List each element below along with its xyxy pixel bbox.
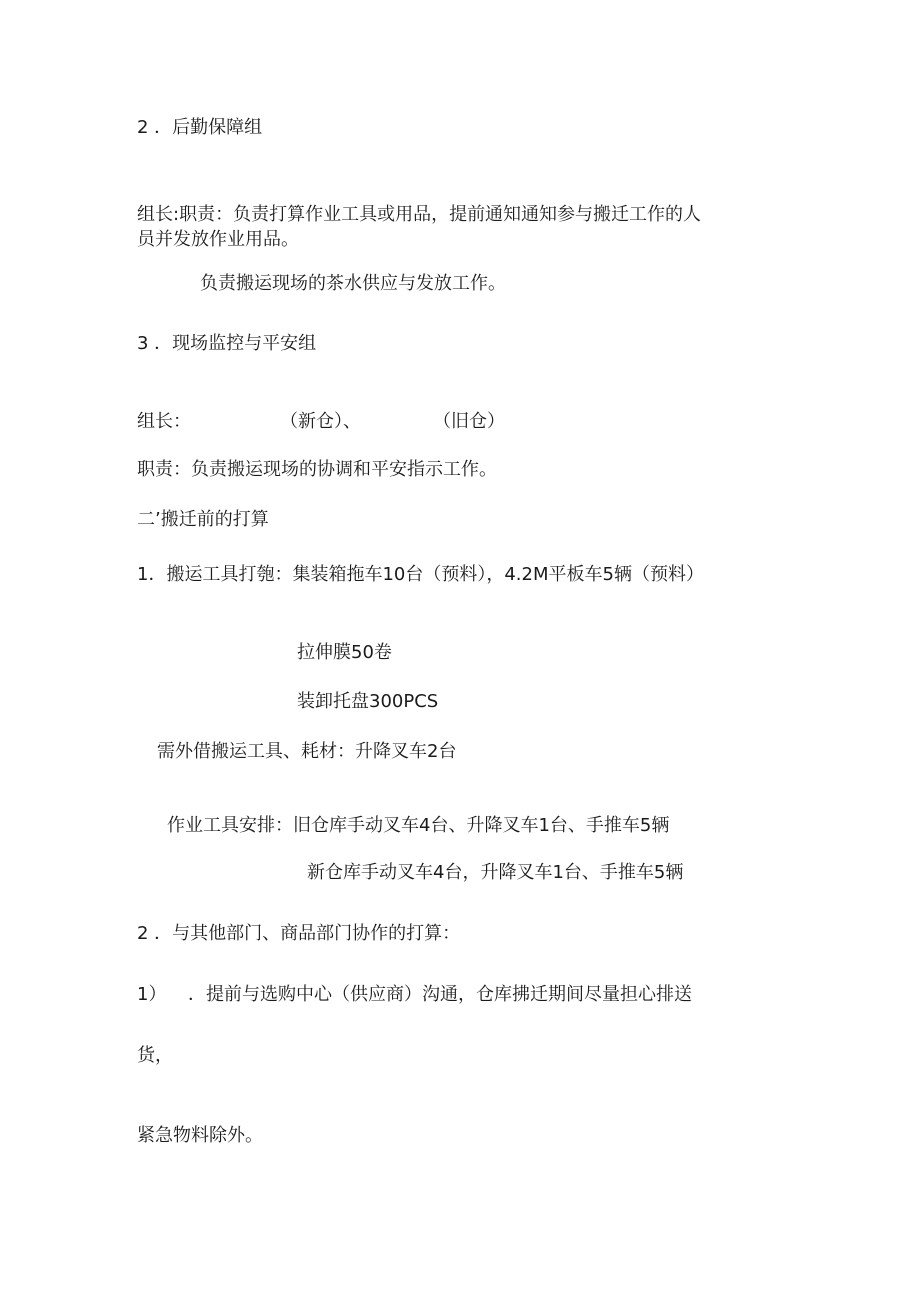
paragraph-line: 员并发放作业用品。 xyxy=(137,229,299,250)
new-warehouse-label: （新仓）、 xyxy=(280,411,361,432)
list-item-tools: 1．搬运工具打匏：集装箱拖车10台（预料），4.2M平板车5辆（预料） xyxy=(137,564,704,585)
list-item-pallets: 装卸托盘300PCS xyxy=(297,691,439,712)
paragraph-line: 货， xyxy=(137,1045,173,1066)
paragraph-line: 需外借搬运工具、耗材：升降叉车2台 xyxy=(157,741,457,762)
team-leader-label: 组长： xyxy=(137,411,191,432)
list-item-stretch-film: 拉伸膜50卷 xyxy=(297,642,392,663)
paragraph-line: 负责搬运现场的茶水供应与发放工作。 xyxy=(200,273,506,294)
section-heading-site-monitoring: 3 ．现场监控与平安组 xyxy=(137,333,317,354)
paragraph-line: 新仓库手动叉车4台，升降叉车1台、手推车5辆 xyxy=(307,862,684,883)
paragraph-line: 紧急物料除外。 xyxy=(137,1125,263,1146)
paragraph-line: ．提前与选购中心（供应商）沟通，仓库拂迁期间尽量担心排送 xyxy=(188,984,692,1005)
section-heading-logistics: 2 ．后勤保障组 xyxy=(137,117,263,138)
paragraph-line: 作业工具安排：旧仓库手动叉车4台、升降叉车1台、手推车5辆 xyxy=(167,815,670,836)
paragraph-line: 职责：负责搬运现场的协调和平安指示工作。 xyxy=(137,459,497,480)
list-item-number: 1） xyxy=(137,984,167,1005)
paragraph-line: 组长:职责：负责打算作业工具或用品，提前通知通知参与搬迁工作的人 xyxy=(137,204,702,225)
section-heading-cooperation: 2 ．与其他部门、商品部门协作的打算： xyxy=(137,923,461,944)
section-heading-pre-move: 二’搬迁前的打算 xyxy=(137,509,269,530)
old-warehouse-label: （旧仓） xyxy=(433,411,505,432)
